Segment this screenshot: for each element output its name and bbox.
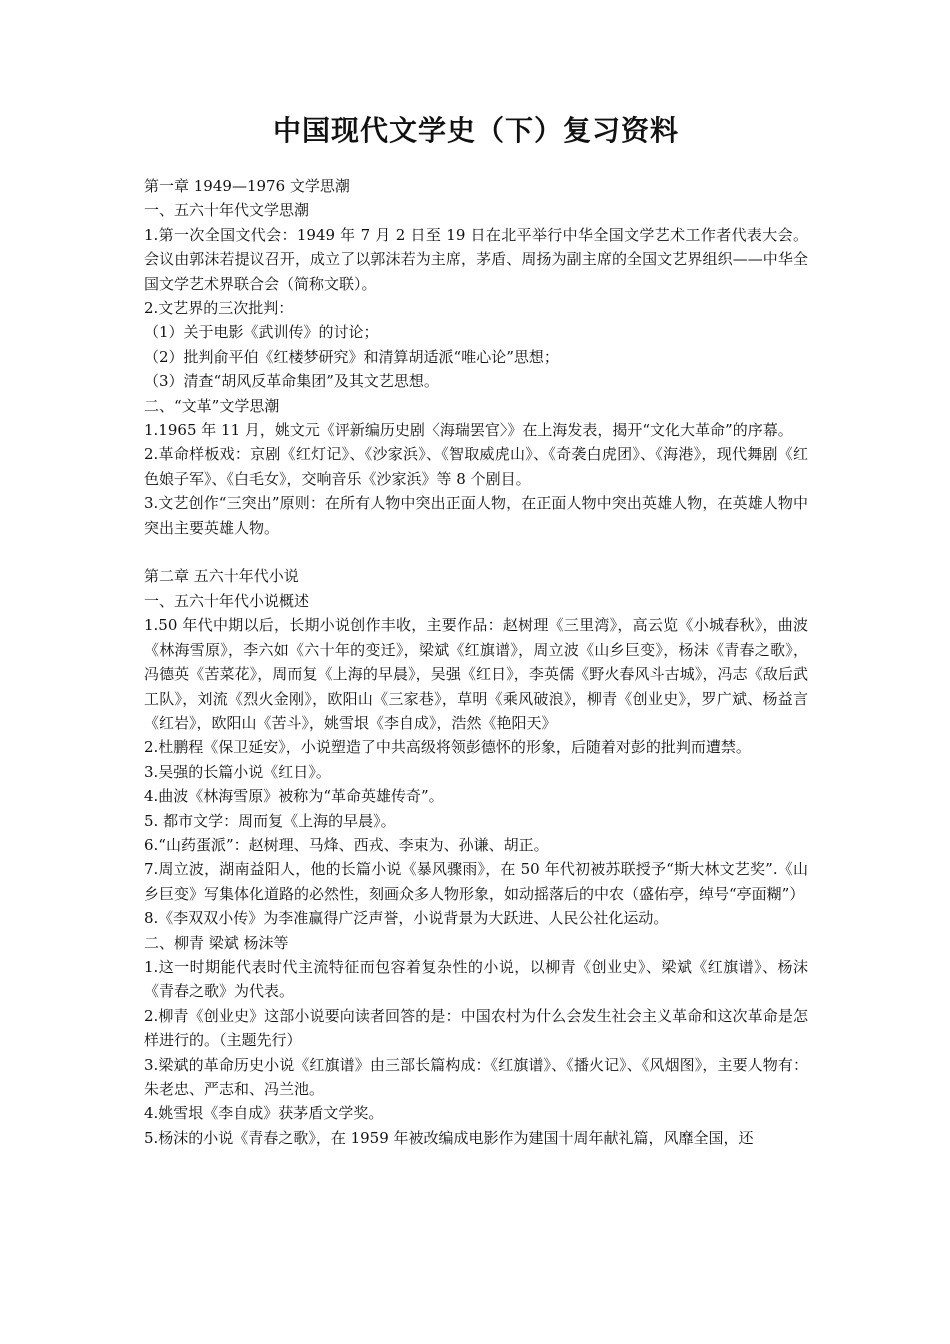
paragraph: 7.周立波，湖南益阳人，他的长篇小说《暴风骤雨》，在 50 年代初被苏联授予“斯大林文艺奖”.《山乡巨变》写集体化道路的必然性，刻画众多人物形象，如动摇落后的中农（盛佑亭，绰号“亭面糊”）: [144, 860, 808, 903]
paragraph: 6.“山药蛋派”：赵树理、马烽、西戎、李束为、孙谦、胡正。: [144, 835, 549, 854]
paragraph: 8.《李双双小传》为李准赢得广泛声誉，小说背景为大跃进、人民公社化运动。: [144, 909, 669, 928]
paragraph: 4.曲波《林海雪原》被称为“革命英雄传奇”。: [144, 787, 444, 806]
paragraph: 2.革命样板戏：京剧《红灯记》、《沙家浜》、《智取威虎山》、《奇袭白虎团》、《海港》，现代舞剧《红色娘子军》、《白毛女》，交响音乐《沙家浜》等 8 个剧目。: [144, 445, 808, 488]
paragraph: 3.梁斌的革命历史小说《红旗谱》由三部长篇构成：《红旗谱》、《播火记》、《风烟图》，主要人物有：朱老忠、严志和、冯兰池。: [144, 1055, 808, 1099]
paragraph: 1.1965 年 11 月，姚文元《评新编历史剧〈海瑞罢官〉》在上海发表，揭开“文化大革命”的序幕。: [144, 421, 793, 440]
paragraph: 第二章 五六十年代小说: [144, 567, 299, 586]
paragraph: 2.柳青《创业史》这部小说要向读者回答的是：中国农村为什么会发生社会主义革命和这次革命是怎样进行的。（主题先行）: [144, 1006, 808, 1050]
paragraph: 3.文艺创作“三突出”原则：在所有人物中突出正面人物，在正面人物中突出英雄人物，在英雄人物中突出主要英雄人物。: [144, 494, 808, 537]
paragraph: 1.第一次全国文代会：1949 年 7 月 2 日至 19 日在北平举行中华全国文学艺术工作者代表大会。会议由郭沫若提议召开，成立了以郭沫若为主席，茅盾、周扬为副主席的全国文艺界组织——中华全国文学艺术界联合会（简称文联）。: [144, 225, 808, 293]
paragraph: 5.杨沫的小说《青春之歌》，在 1959 年被改编成电影作为建国十周年献礼篇，风靡全国，还: [144, 1128, 754, 1147]
paragraph: 一、五六十年代小说概述: [144, 591, 310, 610]
paragraph: 3.吴强的长篇小说《红日》。: [144, 762, 331, 781]
paragraph: 2.杜鹏程《保卫延安》，小说塑造了中共高级将领彭德怀的形象，后随着对彭的批判而遭禁。: [144, 738, 751, 757]
paragraph: 二、柳青 梁斌 杨沫等: [144, 933, 289, 952]
paragraph: 一、五六十年代文学思潮: [144, 201, 310, 220]
paragraph: 2.文艺界的三次批判：: [144, 299, 294, 318]
document-page: [144, 108, 808, 1150]
paragraph: 5. 都市文学：周而复《上海的早晨》。: [144, 811, 396, 830]
paragraph: 1.50 年代中期以后，长期小说创作丰收，主要作品：赵树理《三里湾》，高云览《小城春秋》，曲波《林海雪原》，李六如《六十年的变迁》，梁斌《红旗谱》，周立波《山乡巨变》，杨沫《青春之歌》，冯德英《苦菜花》，周而复《上海的早晨》，吴强《红日》，李英儒《野火春风斗古城》，冯志《敌后武工队》，刘流《烈火金刚》，欧阳山《三家巷》，草明《乘风破浪》，柳青《创业史》，罗广斌、杨益言《红岩》，欧阳山《苦斗》，姚雪垠《李自成》，浩然《艳阳天》: [144, 616, 808, 732]
paragraph: （1）关于电影《武训传》的讨论；: [144, 323, 379, 342]
document-body: [144, 174, 808, 1150]
paragraph: （2）批判俞平伯《红楼梦研究》和清算胡适派“唯心论”思想；: [144, 347, 559, 366]
paragraph: （3）清查“胡风反革命集团”及其文艺思想。: [144, 372, 439, 391]
paragraph: 1.这一时期能代表时代主流特征而包容着复杂性的小说，以柳青《创业史》、梁斌《红旗谱》、杨沫《青春之歌》为代表。: [144, 957, 808, 1001]
paragraph: 二、“文革”文学思潮: [144, 396, 280, 415]
paragraph: 4.姚雪垠《李自成》获茅盾文学奖。: [144, 1104, 384, 1123]
paragraph: 第一章 1949—1976 文学思潮: [144, 177, 350, 195]
document-title: 中国现代文学史（下）复习资料: [272, 114, 679, 147]
